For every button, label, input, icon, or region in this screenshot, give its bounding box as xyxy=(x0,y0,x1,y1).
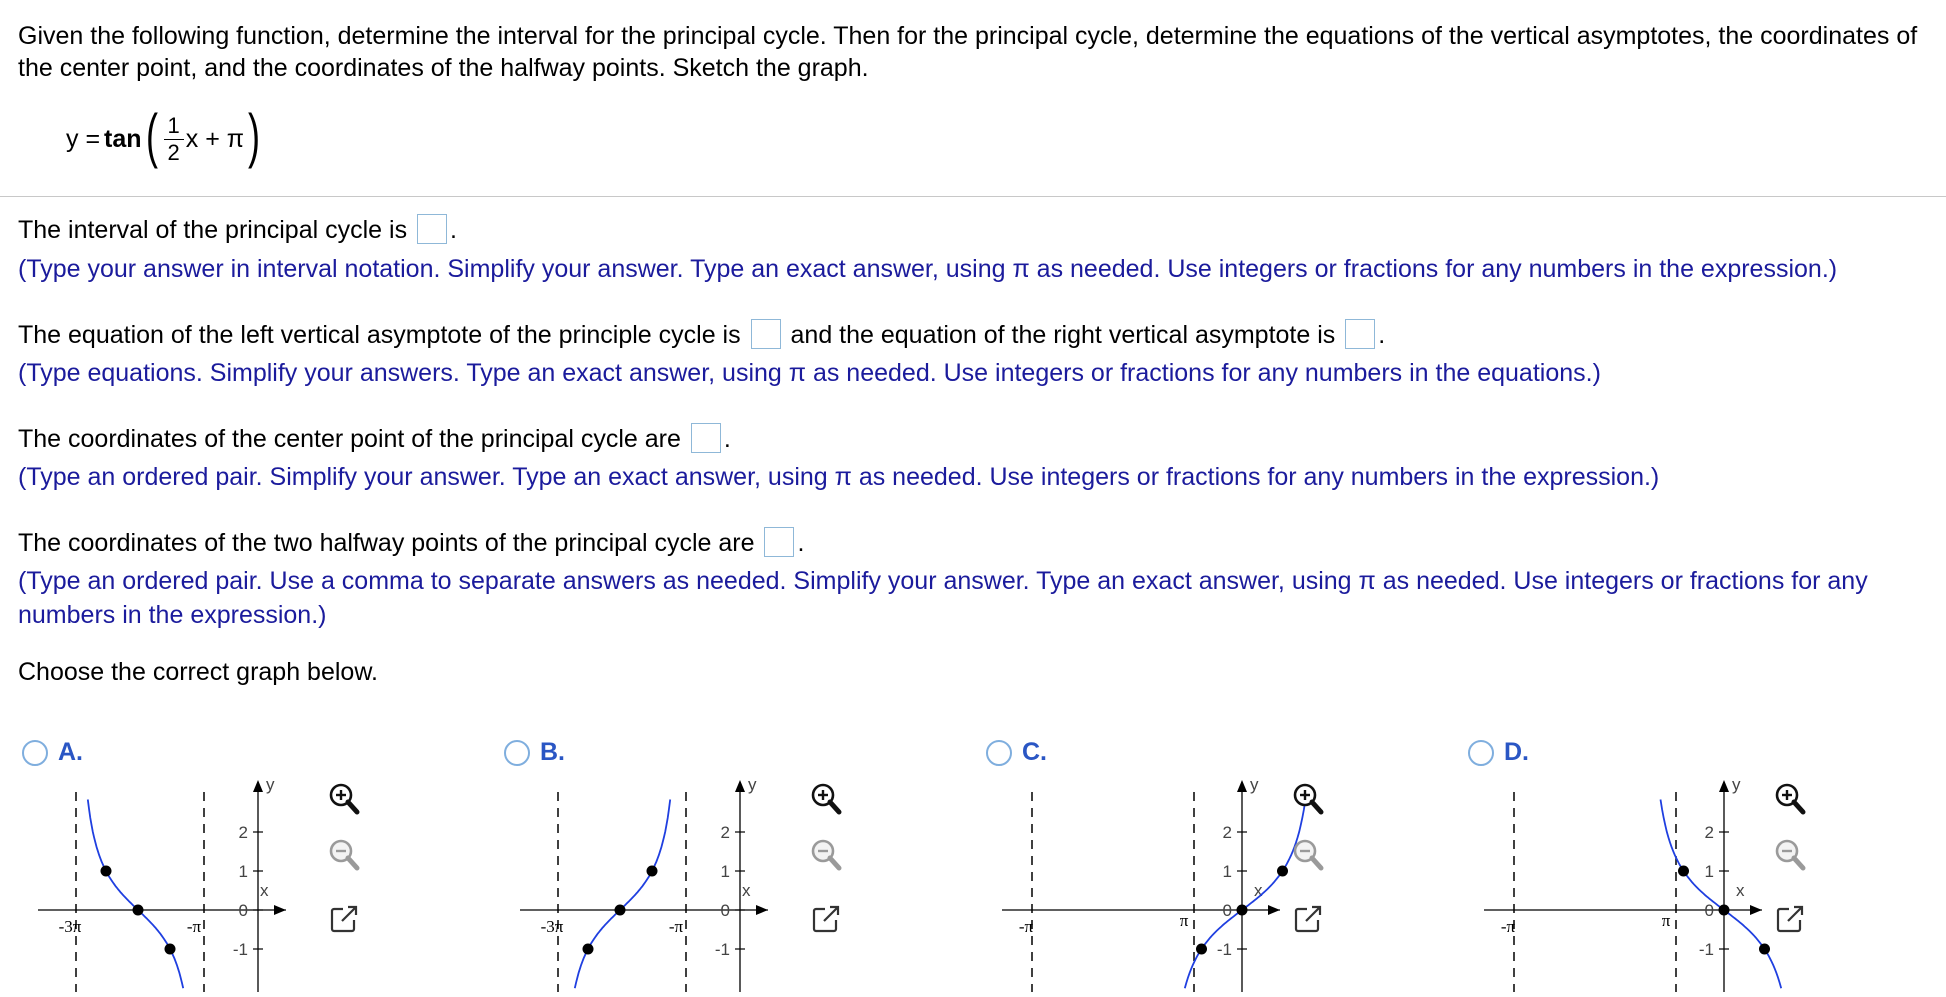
left-asymptote-label: -π xyxy=(1500,917,1516,936)
part-halfway-hint: (Type an ordered pair. Use a comma to separate answers as needed. Simplify your answer. Type an exact answer, using π as needed. Use integers or fractions for any numbers in the expression.) xyxy=(18,567,1868,629)
tangent-curve xyxy=(575,800,670,989)
tangent-curve xyxy=(1661,800,1782,989)
zoom-out-icon[interactable] xyxy=(323,834,365,876)
center-point xyxy=(133,905,144,916)
period: . xyxy=(450,216,457,244)
y-tick-label: 2 xyxy=(1222,823,1232,842)
y-tick-label: 0 xyxy=(1704,901,1714,920)
option-d[interactable] xyxy=(1464,736,1924,996)
part-interval xyxy=(18,213,457,247)
part-asymptotes-text: The equation of the left vertical asymptote of the principle cycle is xyxy=(18,321,741,349)
zoom-out-icon[interactable] xyxy=(805,834,847,876)
zoom-in-icon[interactable] xyxy=(323,778,365,820)
halfway-point xyxy=(101,866,112,877)
equation-lhs: y = xyxy=(66,124,101,153)
option-b[interactable] xyxy=(500,736,960,996)
tangent-curve xyxy=(1185,800,1306,989)
right-paren: ) xyxy=(248,102,261,169)
left-paren: ( xyxy=(145,102,158,169)
y-tick-label: 0 xyxy=(1222,901,1232,920)
option-a-radio[interactable] xyxy=(22,740,48,766)
x-axis-arrow xyxy=(1268,905,1280,915)
option-a-label: A. xyxy=(58,738,83,766)
option-c[interactable] xyxy=(982,736,1442,996)
tangent-curve xyxy=(88,800,183,989)
popout-icon[interactable] xyxy=(323,898,365,940)
part-center xyxy=(18,422,731,456)
fraction-denominator: 2 xyxy=(167,139,180,165)
halfway-point xyxy=(647,866,658,877)
option-d-radio[interactable] xyxy=(1468,740,1494,766)
popout-icon[interactable] xyxy=(805,898,847,940)
zoom-in-icon[interactable] xyxy=(1287,778,1329,820)
function-equation xyxy=(66,102,264,169)
part-interval-hint: (Type your answer in interval notation. Simplify your answer. Type an exact answer, using π as needed. Use integers or fractions for any numbers in the expression.) xyxy=(18,255,1838,283)
y-axis-arrow xyxy=(735,780,745,792)
part-asymptotes-hint: (Type equations. Simplify your answers. Type an exact answer, using π as needed. Use integers or fractions for any numbers in the equations.) xyxy=(18,359,1601,387)
period: . xyxy=(1378,321,1386,349)
y-axis-label: y xyxy=(1250,775,1259,794)
right-asymptote-label: π xyxy=(1179,911,1189,930)
y-tick-label: 1 xyxy=(1704,862,1714,881)
x-axis-arrow xyxy=(1750,905,1762,915)
halfway-points-input[interactable] xyxy=(764,527,794,557)
x-axis-arrow xyxy=(756,905,768,915)
part-interval-text: The interval of the principal cycle is xyxy=(18,216,408,244)
interval-answer-input[interactable] xyxy=(417,214,447,244)
part-center-hint: (Type an ordered pair. Simplify your answer. Type an exact answer, using π as needed. Use integers or fractions for any numbers in the expression.) xyxy=(18,463,1660,491)
popout-icon[interactable] xyxy=(1769,898,1811,940)
halfway-point xyxy=(583,944,594,955)
option-d-graph xyxy=(1464,772,1924,997)
x-axis-label: x xyxy=(260,881,269,900)
center-point xyxy=(1719,905,1730,916)
option-a-graph xyxy=(18,772,478,997)
center-point xyxy=(1237,905,1248,916)
graph-svg xyxy=(1464,772,1924,992)
x-axis-label: x xyxy=(1736,881,1745,900)
part-center-text: The coordinates of the center point of the principal cycle are xyxy=(18,425,681,453)
option-c-label: C. xyxy=(1022,738,1047,766)
right-asymptote-label: π xyxy=(1661,911,1671,930)
y-tick-label: 1 xyxy=(238,862,248,881)
divider xyxy=(0,196,1946,197)
equation-func: tan xyxy=(104,124,142,153)
option-b-label: B. xyxy=(540,738,565,766)
zoom-in-icon[interactable] xyxy=(805,778,847,820)
left-asymptote-label: -3π xyxy=(58,917,82,936)
y-tick-label: -1 xyxy=(1216,940,1232,959)
option-c-radio[interactable] xyxy=(986,740,1012,766)
part-asymptotes-middle: and the equation of the right vertical asymptote is xyxy=(790,321,1336,349)
option-d-label: D. xyxy=(1504,738,1529,766)
zoom-out-icon[interactable] xyxy=(1287,834,1329,876)
y-tick-label: 0 xyxy=(238,901,248,920)
y-tick-label: 2 xyxy=(1704,823,1714,842)
y-tick-label: 2 xyxy=(238,823,248,842)
graph-svg xyxy=(18,772,478,992)
question-prompt: Given the following function, determine the interval for the principal cycle. Then for the principal cycle, determine the equations of the vertical asymptotes, the coordinates of the center point, and the coordinates of the halfway points. Sketch the graph. xyxy=(18,22,1918,82)
equation-fraction xyxy=(164,112,184,165)
x-axis-label: x xyxy=(1254,881,1263,900)
halfway-point xyxy=(1678,866,1689,877)
y-axis-arrow xyxy=(1237,780,1247,792)
graph-svg xyxy=(500,772,960,992)
period: . xyxy=(723,425,731,453)
y-tick-label: -1 xyxy=(232,940,248,959)
y-tick-label: 1 xyxy=(720,862,730,881)
x-axis-arrow xyxy=(274,905,286,915)
y-tick-label: 1 xyxy=(1222,862,1232,881)
y-axis-label: y xyxy=(748,775,757,794)
part-asymptotes xyxy=(18,318,1385,352)
y-axis-arrow xyxy=(253,780,263,792)
left-asymptote-input[interactable] xyxy=(751,319,781,349)
y-tick-label: -1 xyxy=(714,940,730,959)
x-axis-label: x xyxy=(742,881,751,900)
popout-icon[interactable] xyxy=(1287,898,1329,940)
halfway-point xyxy=(1759,944,1770,955)
option-c-graph xyxy=(982,772,1442,997)
option-b-radio[interactable] xyxy=(504,740,530,766)
halfway-point xyxy=(165,944,176,955)
right-asymptote-label: -π xyxy=(186,917,202,936)
right-asymptote-input[interactable] xyxy=(1345,319,1375,349)
left-asymptote-label: -3π xyxy=(540,917,564,936)
center-point xyxy=(615,905,626,916)
zoom-out-icon[interactable] xyxy=(1769,834,1811,876)
center-point-input[interactable] xyxy=(691,423,721,453)
y-tick-label: 2 xyxy=(720,823,730,842)
y-axis-label: y xyxy=(1732,775,1741,794)
part-halfway-text: The coordinates of the two halfway points of the principal cycle are xyxy=(18,529,755,557)
y-tick-label: -1 xyxy=(1698,940,1714,959)
y-tick-label: 0 xyxy=(720,901,730,920)
period: . xyxy=(797,529,805,557)
choose-graph-text: Choose the correct graph below. xyxy=(18,658,378,686)
option-a[interactable] xyxy=(18,736,478,996)
y-axis-label: y xyxy=(266,775,275,794)
part-halfway xyxy=(18,526,804,560)
left-asymptote-label: -π xyxy=(1018,917,1034,936)
graph-svg xyxy=(982,772,1442,992)
equation-rest: x + π xyxy=(185,124,245,153)
fraction-numerator: 1 xyxy=(164,115,184,140)
option-b-graph xyxy=(500,772,960,997)
right-asymptote-label: -π xyxy=(668,917,684,936)
halfway-point xyxy=(1196,944,1207,955)
y-axis-arrow xyxy=(1719,780,1729,792)
zoom-in-icon[interactable] xyxy=(1769,778,1811,820)
